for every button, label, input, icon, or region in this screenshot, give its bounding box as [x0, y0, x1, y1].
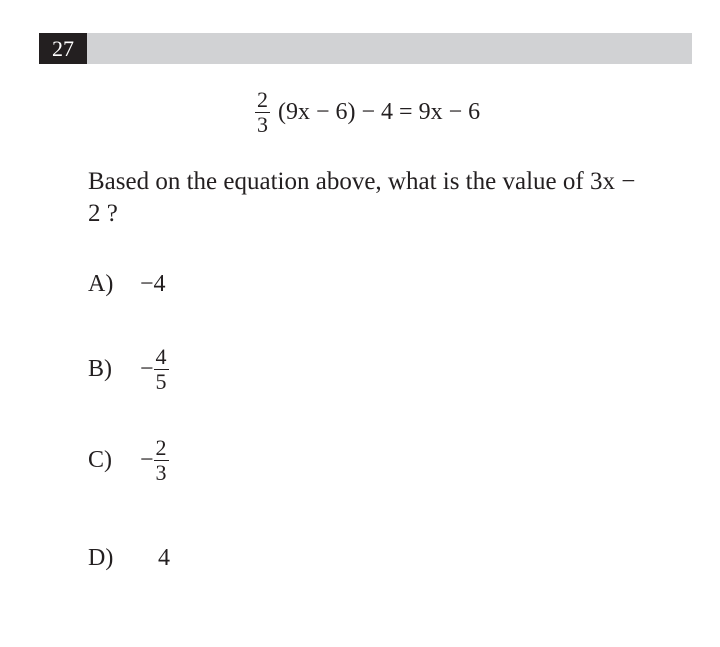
option-letter: A) — [88, 271, 114, 297]
option-b[interactable] — [88, 345, 169, 394]
option-sign: − — [140, 356, 154, 382]
equation — [255, 88, 480, 137]
option-d[interactable] — [88, 545, 170, 572]
option-sign: − — [140, 447, 154, 473]
fraction-numerator: 2 — [257, 87, 268, 112]
fraction-denominator: 5 — [155, 369, 167, 394]
option-a[interactable] — [88, 271, 166, 298]
fraction-numerator: 4 — [155, 344, 167, 369]
question-number: 27 — [39, 33, 87, 64]
option-value: −4 — [140, 271, 166, 297]
option-letter: D) — [88, 545, 114, 571]
option-value: 4 — [158, 545, 170, 571]
option-letter: B) — [88, 356, 112, 382]
option-letter: C) — [88, 447, 112, 473]
option-c[interactable] — [88, 436, 169, 485]
option-fraction — [154, 345, 169, 394]
equation-rest: (9x − 6) − 4 = 9x − 6 — [278, 99, 481, 125]
equation-fraction — [255, 88, 270, 137]
fraction-denominator: 3 — [257, 112, 268, 137]
question-text: Based on the equation above, what is the value of 3x − 2 ? — [88, 168, 636, 227]
option-fraction — [154, 436, 169, 485]
fraction-denominator: 3 — [155, 460, 167, 485]
question-header-bar — [39, 33, 692, 64]
fraction-numerator: 2 — [155, 435, 167, 460]
